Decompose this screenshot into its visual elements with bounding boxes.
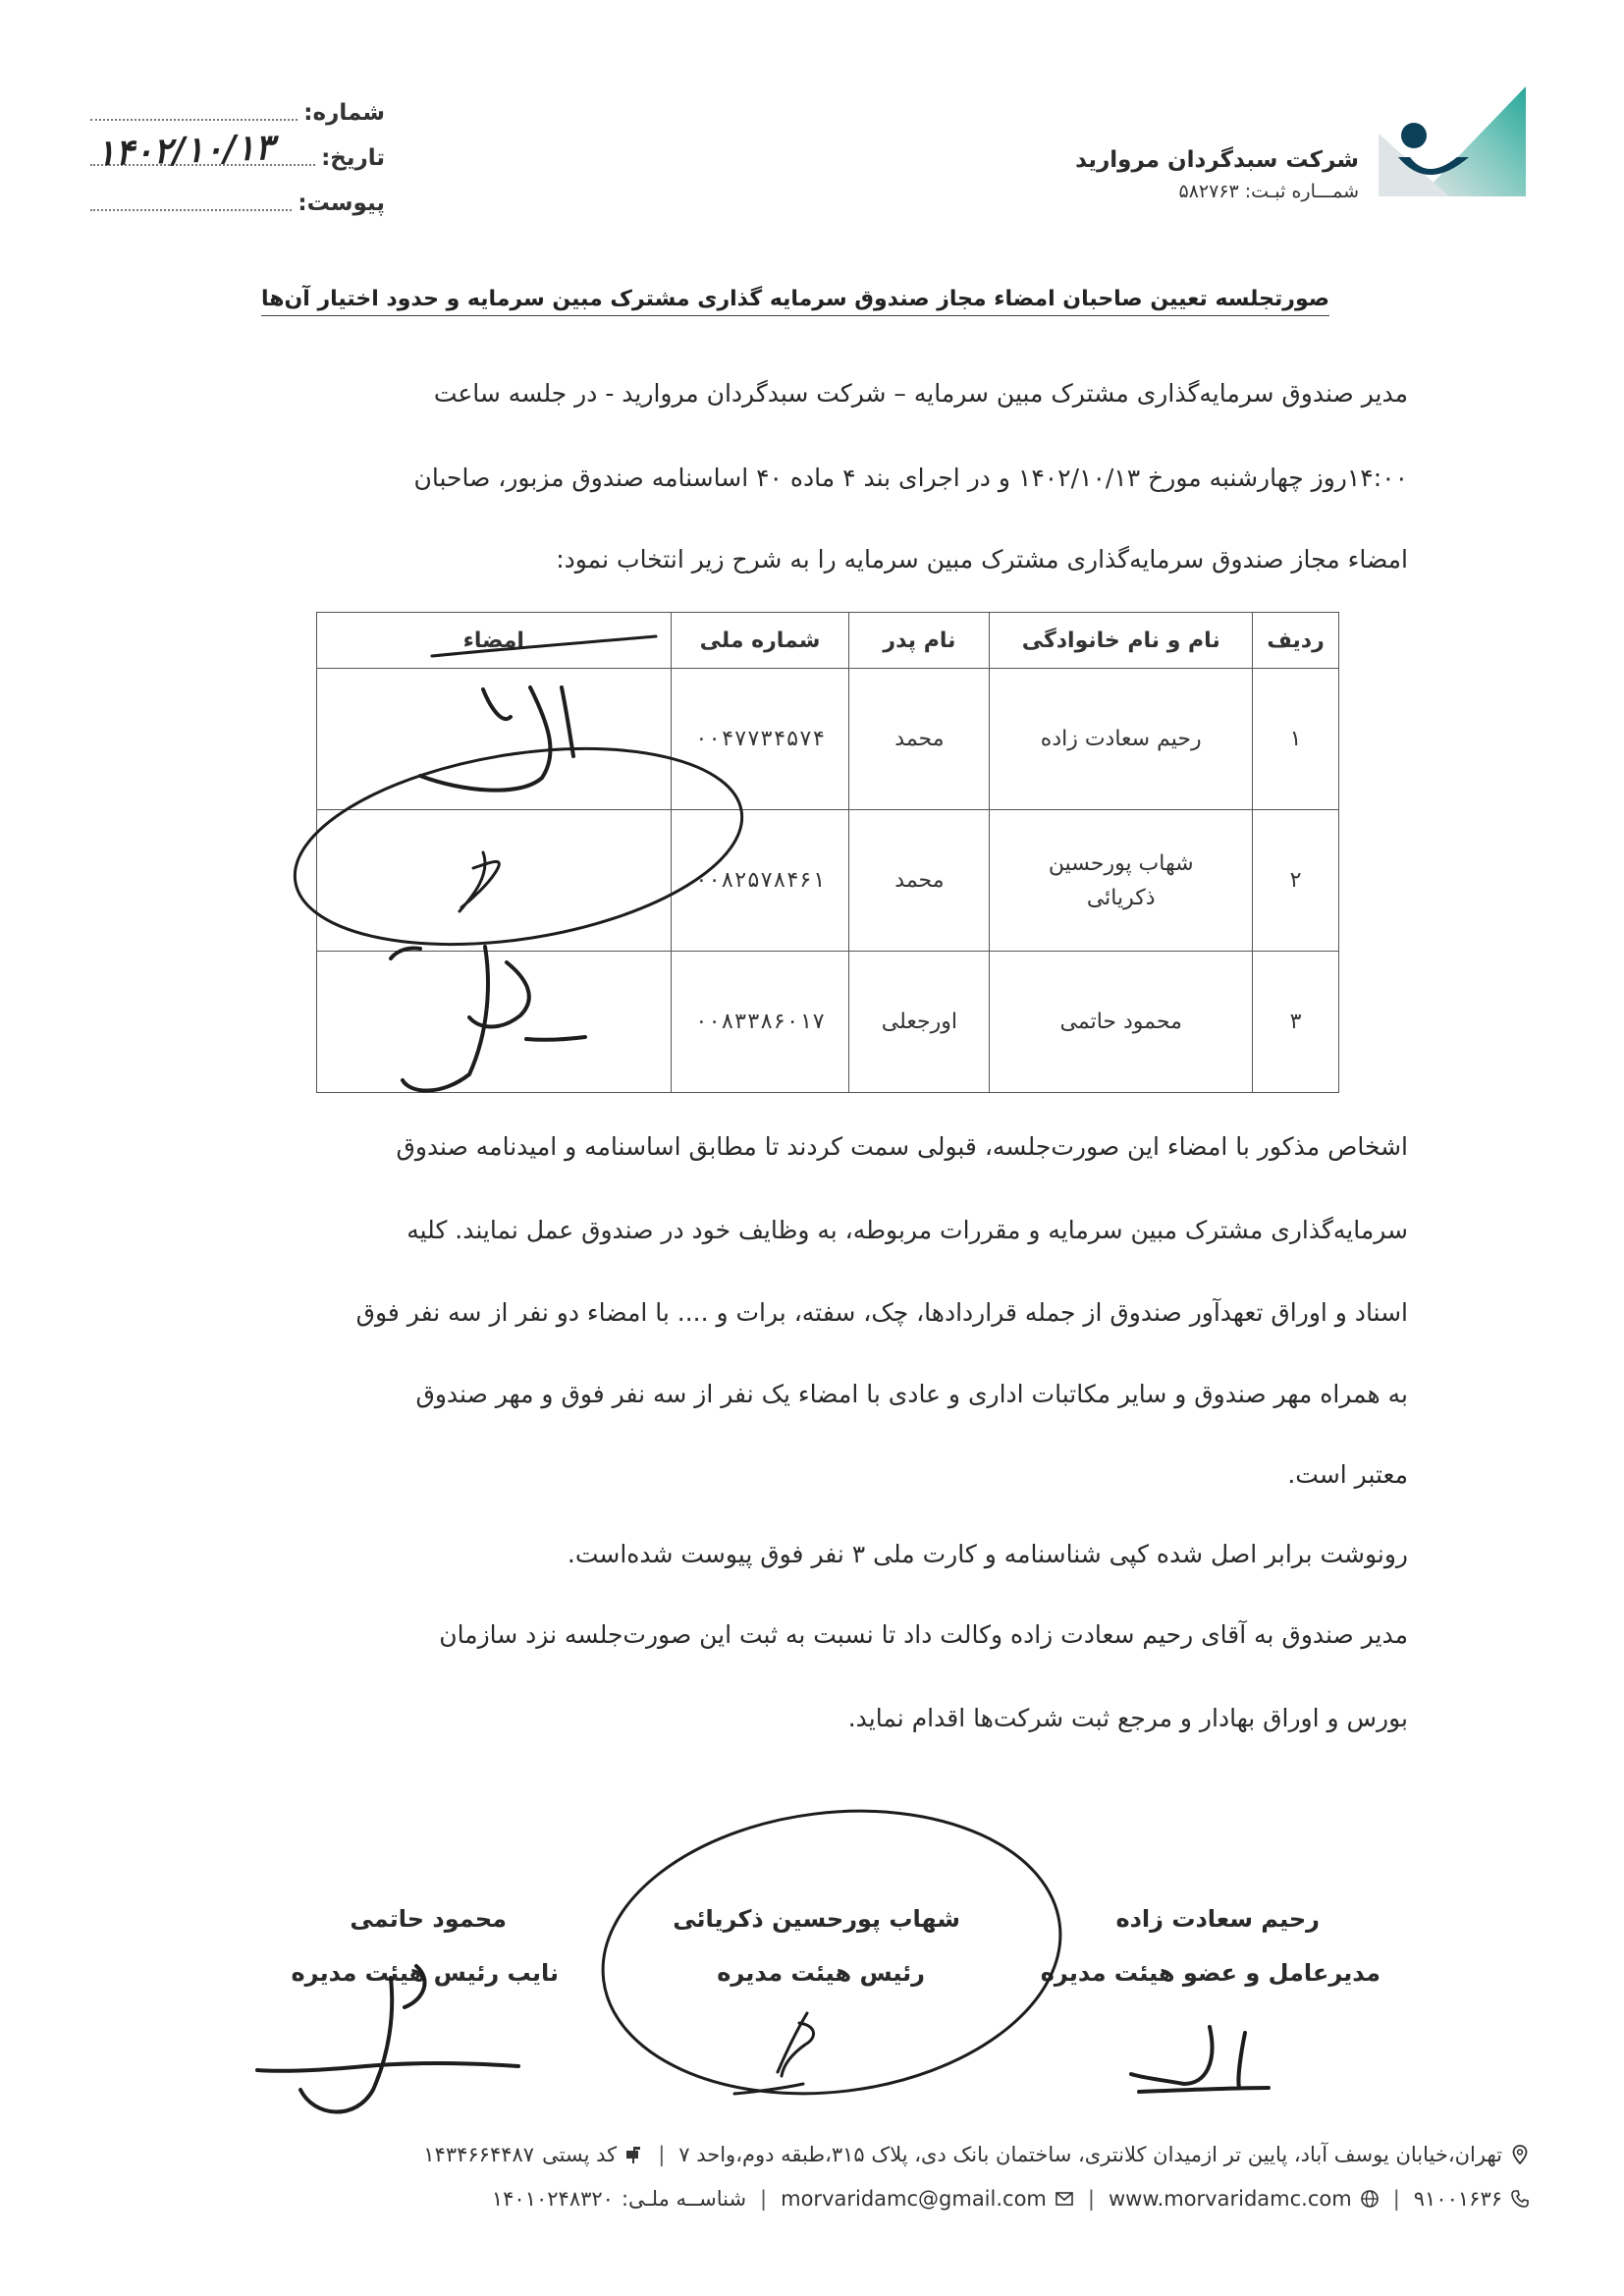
row-number: ۱	[1253, 669, 1339, 810]
registration-label: شمـــاره ثبـت:	[1244, 181, 1359, 202]
proxy-line-1: مدیر صندوق به آقای رحیم سعادت زاده وکالت داد تا نسبت به ثبت این صورت‌جلسه نزد سازمان	[439, 1620, 1408, 1649]
company-name: شرکت سبدگردان مروارید	[1075, 147, 1359, 173]
company-national-id-label: شناســه ملـی:	[621, 2187, 747, 2211]
number-label: شماره:	[303, 100, 385, 126]
person-name	[990, 810, 1253, 952]
separator: |	[1087, 2187, 1095, 2211]
national-id: ۰۰۸۳۳۸۶۰۱۷	[671, 952, 849, 1093]
separator: |	[760, 2187, 768, 2211]
person-name	[990, 669, 1253, 810]
letter-meta	[90, 90, 385, 226]
father-name: محمد	[849, 810, 990, 952]
phone-icon	[1510, 2189, 1530, 2209]
father-name: اورجعلی	[849, 952, 990, 1093]
row-number: ۳	[1253, 952, 1339, 1093]
header-national-id: شماره ملی	[671, 613, 849, 669]
registration-line	[1179, 181, 1360, 202]
phone-number: ۹۱۰۰۱۶۳۶	[1413, 2187, 1502, 2211]
date-label: تاریخ:	[321, 145, 385, 171]
intro-line-3: امضاء مجاز صندوق سرمایه‌گذاری مشترک مبین سرمایه را به شرح زیر انتخاب نمود:	[556, 545, 1408, 574]
signature-cell	[317, 669, 672, 810]
person-name-line: شهاب پورحسین	[1048, 850, 1194, 876]
body-line-4: به همراه مهر صندوق و سایر مکاتبات اداری و عادی با امضاء یک نفر از سه نفر فوق و مهر صندوق	[415, 1380, 1408, 1408]
footer-contact-line	[492, 2187, 1530, 2211]
address-text: تهران،خیابان یوسف آباد، پایین تر ازمیدان کلانتری، ساختمان بانک دی، پلاک ۳۱۵،طبقه دوم،واحد ۷	[678, 2143, 1502, 2166]
registration-number: ۵۸۲۷۶۳	[1178, 181, 1239, 202]
signatories-table	[316, 612, 1339, 1093]
signatory-role-3: نایب رئیس هیئت مدیره	[291, 1959, 559, 1987]
signature-cell	[317, 810, 672, 952]
person-name-line: رحیم سعادت زاده	[1040, 727, 1202, 751]
national-id: ۰۰۴۷۷۳۴۵۷۴	[671, 669, 849, 810]
header-father-name: نام پدر	[849, 613, 990, 669]
proxy-line-2: بورس و اوراق بهادار و مرجع ثبت شرکت‌ها اقدام نماید.	[847, 1704, 1408, 1732]
table-row	[317, 669, 1339, 810]
body-line-3: اسناد و اوراق تعهدآور صندوق از جمله قراردادها، چک، سفته، برات و .... با امضاء دو نفر از سه نفر فوق	[355, 1298, 1408, 1327]
intro-line-1: مدیر صندوق سرمایه‌گذاری مشترک مبین سرمایه – شرکت سبدگردان مروارید - در جلسه ساعت	[433, 379, 1408, 408]
signatory-role-2: رئیس هیئت مدیره	[717, 1959, 925, 1987]
website-link[interactable]: www.morvaridamc.com	[1108, 2187, 1352, 2211]
location-pin-icon	[1510, 2145, 1530, 2164]
attachment-dots	[90, 209, 292, 211]
signatory-role-1: مدیرعامل و عضو هیئت مدیره	[1040, 1959, 1380, 1987]
table-row	[317, 952, 1339, 1093]
company-logo-icon	[1379, 86, 1526, 196]
number-dots	[90, 119, 298, 121]
signature-cell	[317, 952, 672, 1093]
person-name-line-2: ذکریائی	[1086, 885, 1156, 910]
footer-address-line	[423, 2143, 1530, 2166]
body-line-1: اشخاص مذکور با امضاء این صورت‌جلسه، قبولی سمت کردند تا مطابق اساسنامه و امیدنامه صندوق	[396, 1132, 1408, 1161]
separator: |	[1392, 2187, 1400, 2211]
signature-bottom-mahmoud	[257, 1966, 518, 2112]
postal-code-label: کد پستی	[542, 2143, 618, 2166]
handwritten-date: ۱۴۰۲/۱۰/۱۳	[95, 126, 275, 175]
email-link[interactable]: morvaridamc@gmail.com	[781, 2187, 1047, 2211]
signature-oval-bottom	[586, 1786, 1076, 2119]
postal-code: ۱۴۳۴۶۶۴۴۸۷	[423, 2143, 535, 2166]
row-number: ۲	[1253, 810, 1339, 952]
attachment-label: پیوست:	[298, 191, 385, 216]
signature-bottom-rahim	[1131, 2027, 1269, 2092]
body-line-5: معتبر است.	[1287, 1460, 1408, 1489]
signature-bottom-shahab	[734, 2013, 814, 2094]
table-header-row	[317, 613, 1339, 669]
signatory-name-2: شهاب پورحسین ذکریائی	[673, 1905, 960, 1933]
header-signature: امضاء	[317, 613, 672, 669]
header-name: نام و نام خانوادگی	[990, 613, 1253, 669]
globe-icon	[1360, 2189, 1380, 2209]
company-logo-block	[1075, 86, 1526, 214]
document-title: صورتجلسه تعیین صاحبان امضاء مجاز صندوق سرمایه گذاری مشترک مبین سرمایه و حدود اختیار آن‌ها	[261, 287, 1329, 316]
attachment-row	[90, 181, 385, 226]
national-id: ۰۰۸۲۵۷۸۴۶۱	[671, 810, 849, 952]
person-name-line: محمود حاتمی	[1059, 1010, 1182, 1034]
father-name: محمد	[849, 669, 990, 810]
copy-line: رونوشت برابر اصل شده کپی شناسنامه و کارت ملی ۳ نفر فوق پیوست شده‌است.	[567, 1540, 1408, 1568]
separator: |	[658, 2143, 666, 2166]
person-name	[990, 952, 1253, 1093]
body-line-2: سرمایه‌گذاری مشترک مبین سرمایه و مقررات مربوطه، به وظایف خود در صندوق عمل نمایند. کلیه	[406, 1216, 1408, 1244]
email-icon	[1055, 2189, 1074, 2209]
intro-line-2: ۱۴:۰۰روز چهارشنبه مورخ ۱۴۰۲/۱۰/۱۳ و در اجرای بند ۴ ماده ۴۰ اساسنامه صندوق مزبور، صاحبان	[413, 464, 1408, 492]
date-row	[90, 126, 385, 181]
table-row	[317, 810, 1339, 952]
company-national-id: ۱۴۰۱۰۲۴۸۳۲۰	[491, 2187, 614, 2211]
mailbox-icon	[624, 2145, 644, 2164]
header-row-number: ردیف	[1253, 613, 1339, 669]
signatory-name-1: رحیم سعادت زاده	[1115, 1905, 1320, 1933]
signatory-name-3: محمود حاتمی	[350, 1905, 507, 1933]
